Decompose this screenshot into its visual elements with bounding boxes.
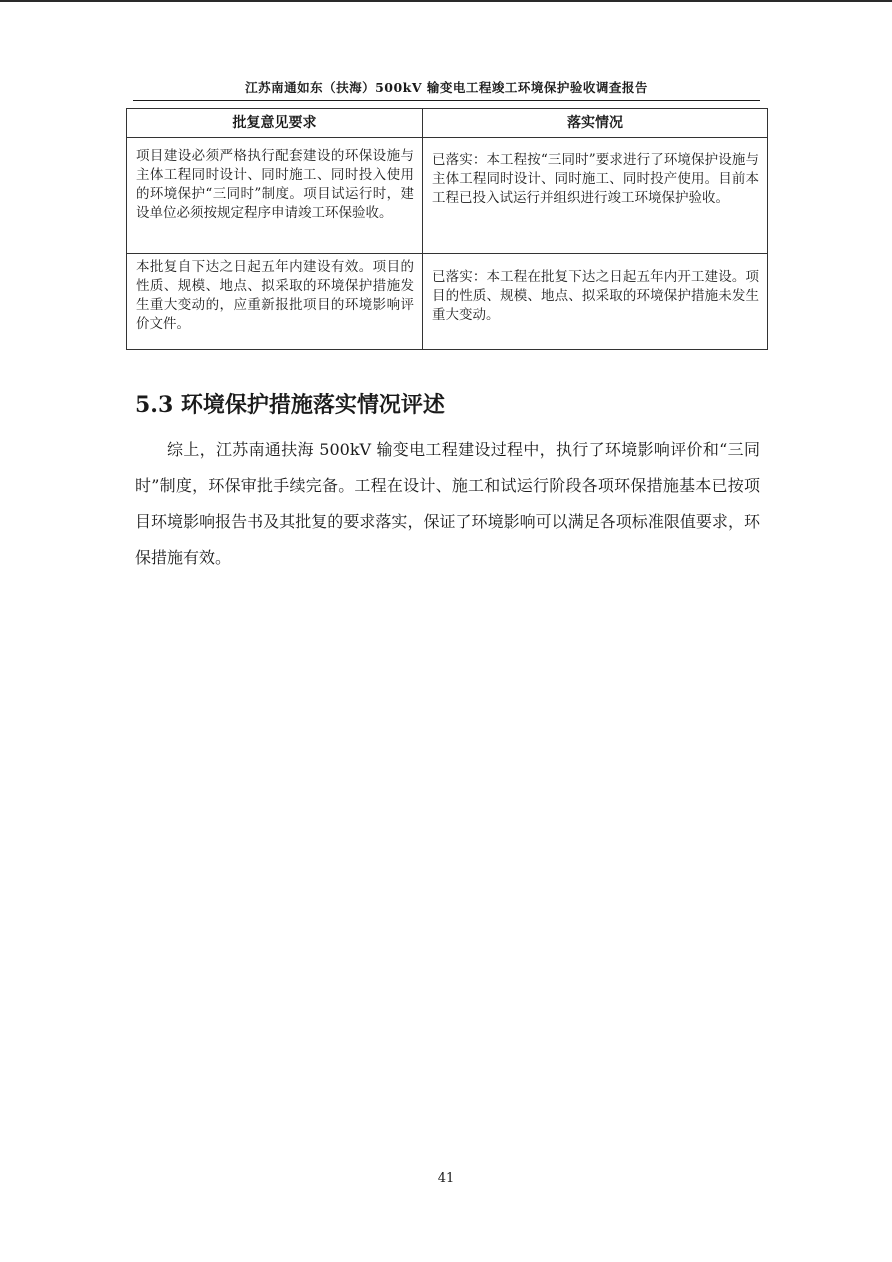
requirement-cell: 本批复自下达之日起五年内建设有效。项目的性质、规模、地点、拟采取的环境保护措施发生重大变动的，应重新报批项目的环境影响评价文件。 — [127, 254, 423, 350]
table-header-row — [127, 109, 768, 138]
status-cell: 已落实：本工程在批复下达之日起五年内开工建设。项目的性质、规模、地点、拟采取的环境保护措施未发生重大变动。 — [423, 254, 768, 350]
column-header-status: 落实情况 — [423, 109, 768, 138]
requirement-cell: 项目建设必须严格执行配套建设的环保设施与主体工程同时设计、同时施工、同时投入使用的环境保护“三同时”制度。项目试运行时，建设单位必须按规定程序申请竣工环保验收。 — [127, 138, 423, 254]
status-cell: 已落实：本工程按“三同时”要求进行了环境保护设施与主体工程同时设计、同时施工、同时投产使用。目前本工程已投入试运行并组织进行竣工环境保护验收。 — [423, 138, 768, 254]
column-header-requirement: 批复意见要求 — [127, 109, 423, 138]
approval-requirements-table — [126, 108, 768, 350]
table-row — [127, 138, 768, 254]
section-heading: 5.3 环境保护措施落实情况评述 — [135, 392, 445, 418]
page-number: 41 — [437, 1171, 455, 1186]
running-header-title: 江苏南通如东（扶海）500kV 输变电工程竣工环境保护验收调查报告 — [245, 80, 648, 95]
table-row — [127, 254, 768, 350]
header-divider — [133, 100, 760, 101]
top-border-line — [0, 0, 892, 2]
summary-paragraph: 综上，江苏南通扶海 500kV 输变电工程建设过程中，执行了环境影响评价和“三同时”制度，环保审批手续完备。工程在设计、施工和试运行阶段各项环保措施基本已按项目环境影响报告书及其批复的要求落实，保证了环境影响可以满足各项标准限值要求，环保措施有效。 — [135, 440, 760, 567]
